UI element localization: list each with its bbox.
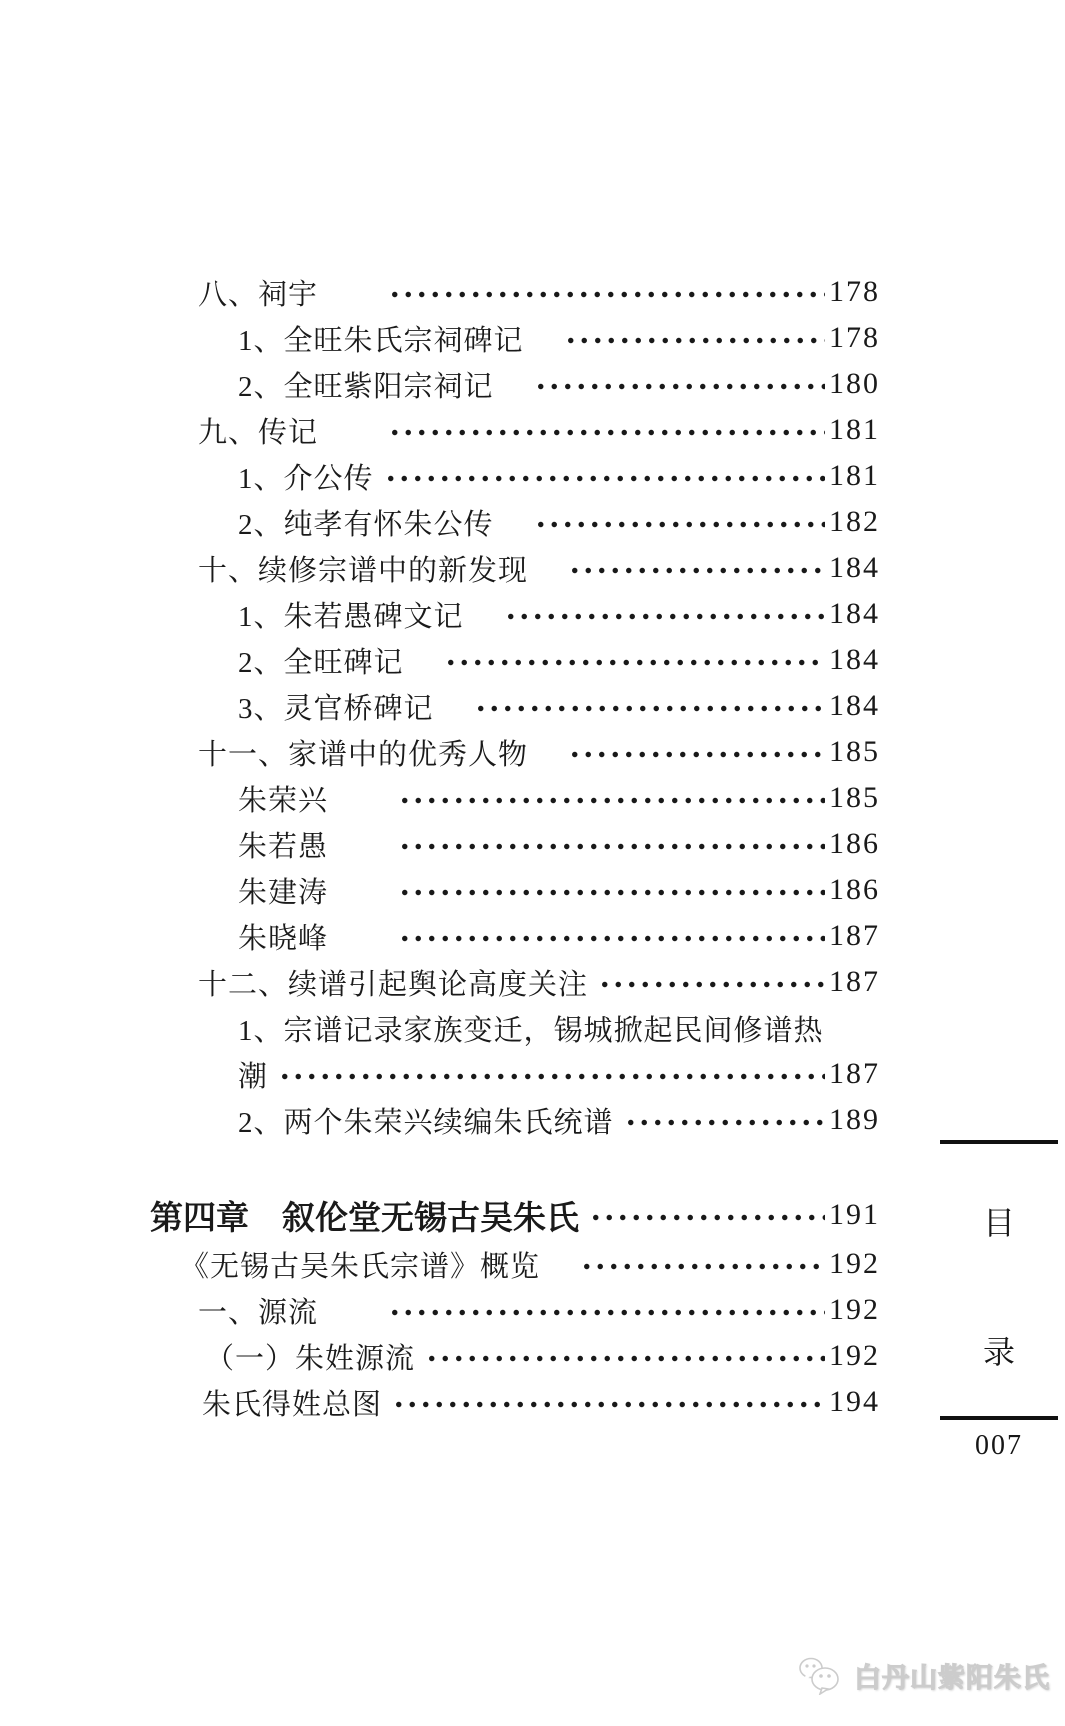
- toc-entry-page: 180: [829, 367, 880, 400]
- toc-entry: [150, 1287, 880, 1333]
- sidebar-title-char: 录: [982, 1334, 1015, 1370]
- toc-entry: [150, 453, 880, 499]
- toc-entry-page: 178: [829, 275, 880, 308]
- toc-entry: [150, 361, 880, 407]
- toc-entry-label: 2、全旺碑记: [238, 646, 434, 679]
- toc-entry-page: 187: [829, 965, 880, 998]
- toc-entry-page: 185: [829, 781, 880, 814]
- dot-leader: [834, 1005, 876, 1051]
- toc-entry-page: 184: [829, 643, 880, 676]
- toc-entry-label: 一、源流: [198, 1296, 379, 1329]
- toc-entry-label: 朱晓峰: [238, 922, 389, 955]
- dot-leader: [564, 315, 825, 361]
- toc-entry-label: 九、传记: [198, 416, 379, 449]
- toc-entry-label: 《无锡古吴朱氏宗谱》概览: [180, 1250, 571, 1283]
- toc-entry-page: 192: [829, 1339, 880, 1372]
- dot-leader: [444, 637, 825, 683]
- toc-entry-label: 朱若愚: [238, 830, 389, 863]
- toc-entry-label: 第四章 叙伦堂无锡古吴朱氏: [150, 1198, 579, 1236]
- dot-leader: [624, 1097, 825, 1143]
- toc-entry-label: 朱建涛: [238, 876, 389, 909]
- toc-entry-page: 192: [829, 1293, 880, 1326]
- toc-entry-page: 184: [829, 551, 880, 584]
- dot-leader: [425, 1333, 825, 1379]
- toc-entry: [150, 821, 880, 867]
- dot-leader: [568, 545, 825, 591]
- toc-entry-label: 十二、续谱引起舆论高度关注: [198, 968, 589, 1001]
- dot-leader: [398, 867, 825, 913]
- toc-entry-page: 184: [829, 597, 880, 630]
- toc-entry-label: 八、祠宇: [198, 278, 379, 311]
- wechat-icon: [798, 1655, 854, 1695]
- toc-entry-label: 3、灵官桥碑记: [238, 692, 464, 725]
- toc-entry: [150, 1005, 880, 1051]
- toc-entry: [150, 545, 880, 591]
- toc-entry-label: 朱荣兴: [238, 784, 389, 817]
- toc-entry-page: 181: [829, 413, 880, 446]
- toc-entry: [150, 913, 880, 959]
- folio-page-number: 007: [975, 1430, 1023, 1461]
- toc-entry: [150, 1051, 880, 1097]
- toc-entry-page: 185: [829, 735, 880, 768]
- toc-entry-label: 1、介公传: [238, 462, 374, 495]
- toc-entry: [150, 775, 880, 821]
- dot-leader: [568, 729, 825, 775]
- dot-leader: [398, 913, 825, 959]
- toc-entry-page: 178: [829, 321, 880, 354]
- toc-entry-page: 184: [829, 689, 880, 722]
- toc-entry: [150, 269, 880, 315]
- toc-entry: [150, 315, 880, 361]
- dot-leader: [534, 361, 825, 407]
- toc-entry: [150, 1097, 880, 1143]
- toc-entry-label: 2、两个朱荣兴续编朱氏统谱: [238, 1106, 614, 1139]
- toc-entry-page: 192: [829, 1247, 880, 1280]
- toc-entry-page: 187: [829, 919, 880, 952]
- toc-entry-label: 2、全旺紫阳宗祠记: [238, 370, 524, 403]
- toc-entry-page: 186: [829, 873, 880, 906]
- toc-entry: [150, 1241, 880, 1287]
- dot-leader: [534, 499, 825, 545]
- toc-entry-label: 朱氏得姓总图: [202, 1388, 383, 1421]
- dot-leader: [598, 959, 825, 1005]
- toc-entry: [150, 591, 880, 637]
- dot-leader: [474, 683, 825, 729]
- toc-entry: [150, 729, 880, 775]
- dot-leader: [388, 269, 825, 315]
- toc-entry-page: 186: [829, 827, 880, 860]
- toc-entry-label: 十一、家谱中的优秀人物: [198, 738, 559, 771]
- toc-entry-page: 194: [829, 1385, 880, 1418]
- toc-entry-label: 1、全旺朱氏宗祠碑记: [238, 324, 554, 357]
- toc-entry: [150, 1379, 880, 1425]
- toc-entry-page: 187: [829, 1057, 880, 1090]
- sidebar-rule-top: [940, 1140, 1058, 1144]
- sidebar-rule-bottom: [940, 1416, 1058, 1420]
- toc-entry: [150, 959, 880, 1005]
- sidebar-title-char: 目: [982, 1205, 1015, 1241]
- dot-leader: [398, 821, 825, 867]
- dot-leader: [384, 453, 825, 499]
- toc-entry-label: 潮: [238, 1060, 269, 1093]
- dot-leader: [388, 407, 825, 453]
- dot-leader: [392, 1379, 825, 1425]
- toc-entry-page: 189: [829, 1103, 880, 1136]
- toc-entry-page: 181: [829, 459, 880, 492]
- toc-entry-label: 2、纯孝有怀朱公传: [238, 508, 524, 541]
- toc-entry-label: （一）朱姓源流: [205, 1342, 416, 1375]
- toc-entry: [150, 637, 880, 683]
- toc-entry-label: 十、续修宗谱中的新发现: [198, 554, 559, 587]
- dot-leader: [504, 591, 825, 637]
- toc-entry: [150, 499, 880, 545]
- watermark: [798, 1655, 1050, 1695]
- toc-entry: [150, 407, 880, 453]
- dot-leader: [388, 1287, 825, 1333]
- dot-leader: [278, 1051, 825, 1097]
- toc-entry: [150, 683, 880, 729]
- toc-entry-label: 1、朱若愚碑文记: [238, 600, 494, 633]
- dot-leader: [580, 1241, 825, 1287]
- toc-entry: [150, 867, 880, 913]
- toc-entry-label: 1、宗谱记录家族变迁，锡城掀起民间修谱热: [238, 1014, 824, 1047]
- watermark-text: 白丹山紫阳朱氏: [854, 1662, 1050, 1693]
- toc-entry-page: 182: [829, 505, 880, 538]
- dot-leader: [589, 1189, 825, 1241]
- toc-entry: [150, 1333, 880, 1379]
- toc-entry-page: 191: [829, 1198, 880, 1231]
- toc-chapter-entry: [150, 1189, 880, 1241]
- dot-leader: [398, 775, 825, 821]
